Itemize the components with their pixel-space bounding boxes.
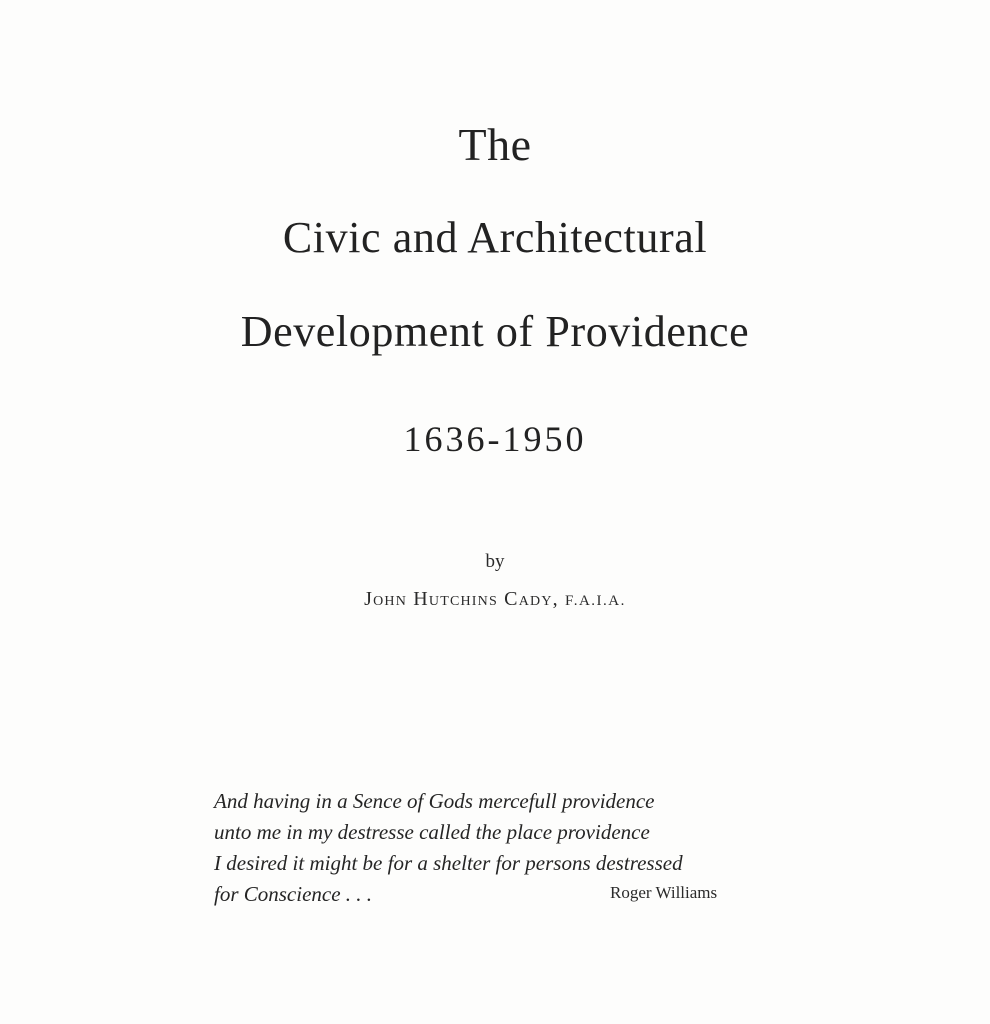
title-line-2: Civic and Architectural — [282, 213, 708, 262]
title-line-1: The — [458, 119, 532, 170]
epigraph-attribution: Roger Williams — [610, 883, 718, 902]
epigraph-line: for Conscience . . . — [214, 882, 373, 906]
byline-by: by — [485, 551, 505, 572]
epigraph-line: unto me in my destresse called the place providence — [214, 820, 650, 844]
epigraph-line: And having in a Sence of Gods mercefull providence — [214, 789, 655, 813]
epigraph-line: I desired it might be for a shelter for persons destressed — [214, 851, 683, 875]
date-range: 1636-1950 — [403, 419, 587, 459]
author-line — [0, 588, 990, 611]
author-name: John Hutchins Cady, — [364, 588, 559, 610]
title-line-3: Development of Providence — [240, 307, 750, 356]
author-degree: F.A.I.A. — [565, 593, 626, 609]
